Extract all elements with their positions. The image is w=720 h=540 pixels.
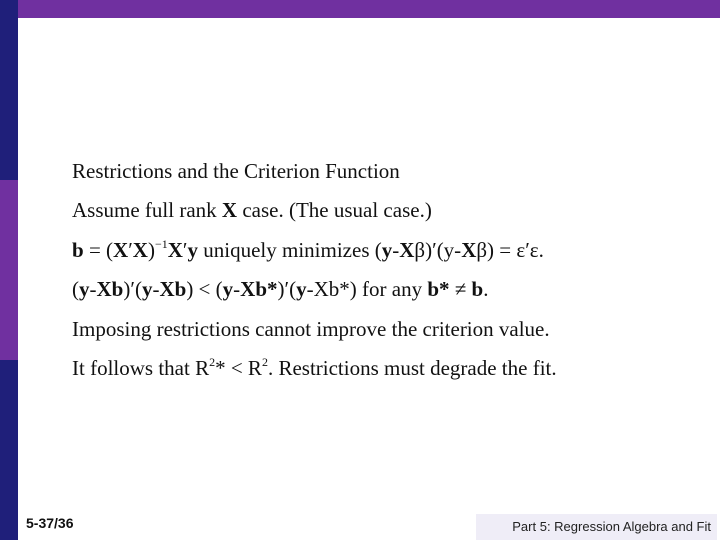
text-segment: ′	[182, 237, 188, 262]
bold-symbol: X	[167, 237, 183, 262]
slide-number: 5-37/36	[26, 515, 74, 531]
superscript: 2	[261, 354, 268, 369]
text-segment: -	[392, 237, 400, 262]
text-segment: )′(	[123, 277, 142, 302]
text-segment: It follows that R	[72, 355, 210, 380]
footer-section-label: Part 5: Regression Algebra and Fit	[476, 514, 717, 540]
text-segment: case. (The usual case.)	[237, 198, 432, 223]
text-segment: )′(	[277, 277, 297, 302]
slide-title: Restrictions and the Criterion Function	[72, 159, 400, 183]
top-accent-bar	[0, 0, 720, 18]
bold-symbol: X	[221, 198, 238, 223]
bold-symbol: y	[381, 237, 393, 262]
text-segment: β) = ε′ε.	[476, 237, 544, 262]
bold-symbol: X	[132, 237, 148, 262]
sidebar-segment-middle	[0, 180, 18, 360]
text-segment: . Restrictions must degrade the fit.	[267, 355, 557, 380]
text-segment: β)′(y-	[414, 237, 462, 262]
text-segment: uniquely minimizes (	[198, 237, 382, 262]
superscript: −1	[154, 236, 168, 251]
slide-body	[72, 155, 702, 391]
left-accent-bar	[0, 0, 18, 540]
line-imposing-restrictions: Imposing restrictions cannot improve the criterion value.	[72, 316, 550, 341]
bold-symbol: y	[296, 277, 307, 302]
bold-symbol: X	[461, 237, 477, 262]
bold-symbol: Xb	[159, 277, 187, 302]
bold-symbol: b	[471, 277, 484, 302]
text-segment: ′	[128, 237, 133, 262]
text-segment: * < R	[215, 355, 262, 380]
line-r-squared	[72, 352, 702, 391]
bold-symbol: X	[113, 237, 129, 262]
bold-symbol: X	[399, 237, 415, 262]
text-segment: (	[72, 277, 79, 302]
sidebar-segment-bottom	[0, 360, 18, 540]
text-segment: -Xb*) for any	[306, 277, 428, 302]
superscript: 2	[209, 354, 216, 369]
text-segment: -	[89, 277, 97, 302]
text-segment: )	[147, 237, 155, 262]
text-segment: Assume full rank	[72, 198, 222, 223]
line-b-minimizes	[72, 234, 702, 273]
bold-symbol: b*	[427, 277, 450, 302]
bold-symbol: y	[187, 237, 199, 262]
text-segment: = (	[83, 237, 114, 262]
text-segment: .	[483, 277, 489, 302]
bold-symbol: y	[79, 277, 90, 302]
bold-symbol: y	[141, 277, 153, 302]
text-segment: ≠	[449, 277, 472, 302]
bold-symbol: y	[222, 277, 234, 302]
line-assume-full-rank	[72, 194, 702, 233]
text-segment: -	[152, 277, 160, 302]
text-segment: -	[233, 277, 241, 302]
bold-symbol: b	[72, 237, 84, 262]
bold-symbol: Xb*	[240, 277, 278, 302]
line-inequality	[72, 273, 702, 312]
text-segment: ) < (	[186, 277, 223, 302]
bold-symbol: Xb	[96, 277, 124, 302]
sidebar-segment-top	[0, 0, 18, 180]
